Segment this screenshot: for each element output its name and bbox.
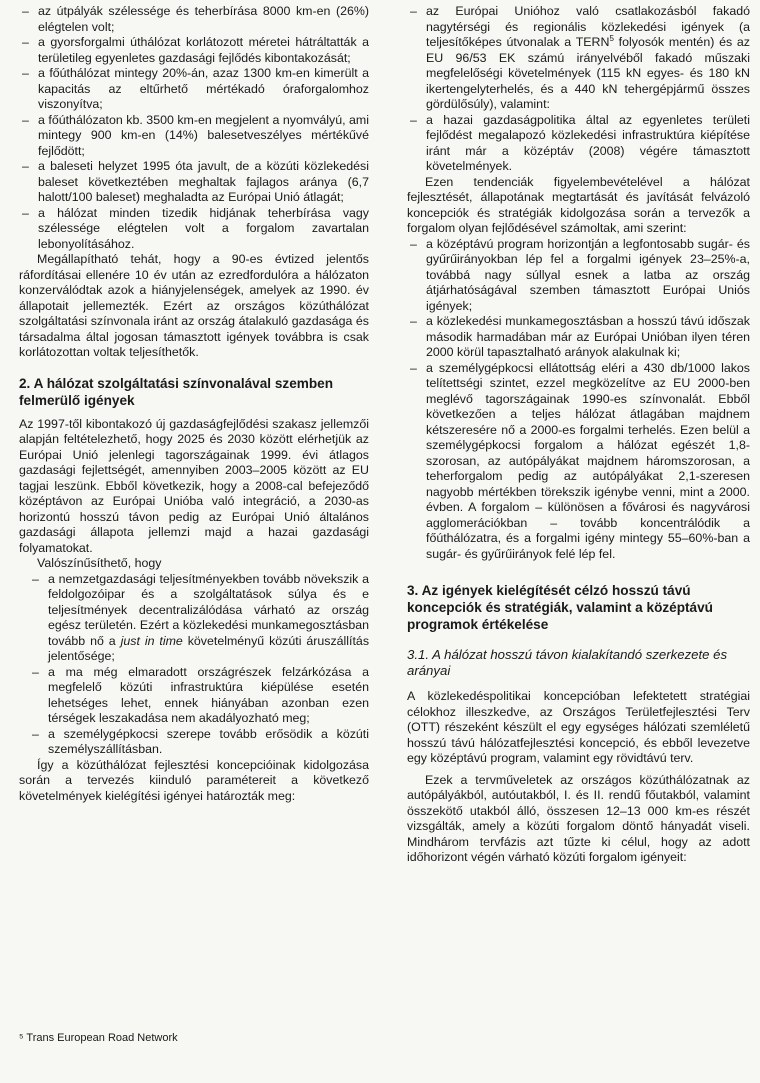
list-item: – a közlekedési munkamegosztásban a hosszú távú időszak második harmadában már az Európai Unióban ilyen téren 2000 körül tapasztalható arányok alakulnak ki; [407,314,750,361]
list-item: – a hálózat minden tizedik hidjának teherbírása vagy szélessége elégtelen volt a forgalom zavartalan lebonyolításához. [19,206,369,253]
left-bullet-list-1 [19,4,369,252]
list-item: – a középtávú program horizontján a legfontosabb sugár- és gyűrűirányokban lép fel a forgalmi igények 23–25%-a, továbbá nagy súllyal esnek a latba az ország átjárhatóságával szemben támasztott Európai Uniós igények; [407,237,750,315]
list-item: – a hazai gazdaságpolitika által az egyenletes területi fejlődést megalapozó közlekedési infrastruktúra kiépítése iránt már a középtáv (2008) végére támasztott követelmények. [407,113,750,175]
list-item: – a személygépkocsi szerepe tovább erősödik a közúti személyszállításban. [29,727,369,758]
list-item: – az útpályák szélessége és teherbírása 8000 km-en (26%) elégtelen volt; [19,4,369,35]
paragraph: Megállapítható tehát, hogy a 90-es évtized jelentős ráfordításai ellenére 10 év után az ezredfordulóra a hálózaton konzerválódtak azok a hiányjelenségek, amelyek az 1990. év állapotait jellemezték. Ezért az országos közúthálózat szolgáltatási színvonala iránt az ország átalakuló gazdasága és társadalma által jogosan támasztott igények továbbra is csak korlátozottan voltak teljesíthetők. [19,252,369,359]
paragraph: Ezen tendenciák figyelembevételével a hálózat fejlesztését, állapotának megtartását és javítását felvázoló koncepciók és stratégiák kidolgozása során a tervezők a forgalom olyan fejlődésével számoltak, ami szerint: [407,174,750,235]
footnote: ⁵ Trans European Road Network [19,1032,178,1044]
footnote-ref: 5 [609,33,614,43]
right-bullet-list-1 [407,4,750,175]
left-column [19,4,369,804]
list-item: – a nemzetgazdasági teljesítményekben tovább növekszik a feldolgozóipar és a szolgáltatások súlya és e teljesítmények decentralizálódása várható az ország egész területén. Ezért a közlekedési munkamegosztásban tovább nő a just in time követelményű közúti áruszállítás jelentősége; [29,572,369,665]
paragraph: Az 1997-től kibontakozó új gazdaságfejlődési szakasz jellemzői alapján feltételezhető, hogy 2025 és 2030 között elérhetjük az Európai Unió jelenlegi tagországainak 1999. évi átlagos gazdasági fejlettségét, amennyiben 2003–2005 között az EU tagjai leszünk. Ebből következik, hogy a 2008-cal befejeződő középtávon az Európai Unióba való integráció, a 2030-as horizontú hosszú távon pedig az Európai Unió általános gazdasági állapota jellemzi majd a hazai gazdasági folyamatokat. [19,416,369,555]
left-bullet-list-2 [19,572,369,758]
paragraph: Valószínűsíthető, hogy [37,556,162,570]
list-item: – a személygépkocsi ellátottság eléri a 430 db/1000 lakos telítettségi szintet, ezzel megközelítve az EU 2000-ben meglévő tagországainak 1990-es színvonalát. Ebből következően a teljes hálózat átlagában majdnem kétszeresére nő a 2000-es forgalmi terhelés. Ezen belül a személygépkocsi forgalom a hálózat egészét 1,8-szorosan, az autópályákat majdnem háromszorosan, a teherforgalom pedig az autópályákat 2,1-szeresen nagyobb mértékben törekszik igénybe venni, mint a 2000. évben. A forgalom – különösen a fővárosi és nagyvárosi agglomerációkban – tovább koncentrálódik a főúthálózatra, és a forgalmi igény mintegy 55–60%-ban a sugár- és gyűrűirányok felé lép fel. [407,361,750,563]
list-item: – a baleseti helyzet 1995 óta javult, de a közúti közlekedési baleset következtében meghaltak fajlagos aránya (6,7 halott/100 baleset) meghaladta az Európai Unió átlagát; [19,159,369,206]
subsection-heading-3-1: 3.1. A hálózat hosszú távon kialakítandó szerkezete és arányai [407,647,728,678]
paragraph: Így a közúthálózat fejlesztési koncepcióinak kidolgozása során a tervezés kiinduló paramétereit a következő követelmények kielégítési igényei határozták meg: [19,757,369,803]
section-heading-3: 3. Az igények kielégítését célzó hosszú távú koncepciók és stratégiák, valamint a középtávú programok értékelése [407,583,713,632]
right-column [407,4,750,866]
list-item: – a ma még elmaradott országrészek felzárkózása a megfelelő közúti infrastruktúra kiépülése esetén lehetséges lehet, ennek hiányában azonban ezen térségek leszakadása nem akadályozható meg; [29,665,369,727]
list-item: – a főúthálózat mintegy 20%-án, azaz 1300 km-en kimerült a kapacitás az eltűrhető mértékadó óraforgalomhoz viszonyítva; [19,66,369,113]
list-item: – az Európai Unióhoz való csatlakozásból fakadó nagytérségi és regionális közlekedési igények (a teljesítőképes útvonalak a TERN$^5$ folyosók mentén) és az EU 96/53 EK számú irányelvéből fakadó műszaki megfelelőségi követelmények (115 kN egyes- és 180 kN ikertengelyterhelés, és a 440 kN tehergépjármű összes gördülősúly), valamint: [407,4,750,113]
section-heading-2: 2. A hálózat szolgáltatási színvonalával szemben felmerülő igények [19,375,334,408]
list-item: – a gyorsforgalmi úthálózat korlátozott méretei hátráltatták a területileg egyenletes gazdasági fejlődés kibontakozását; [19,35,369,66]
paragraph: A közlekedéspolitikai koncepcióban lefektetett stratégiai célokhoz illeszkedve, az Országos Területfejlesztési Terv (OTT) részeként készült el egy egységes hálózati szemléletű hosszú távú hálózatfejlesztési koncepció, és ebből levezetve egy középtávú program, valamint egy rövidtávú terv. [407,689,750,765]
paragraph: Ezek a tervműveletek az országos közúthálózatnak az autópályákból, autóutakból, I. és II. rendű főutakból, valamint összekötő utakból álló, összesen 12–13 000 km-es részét vizsgálták, amely a közúti forgalom döntő hányadát viseli. Mindhárom tervfázis azt tűzte ki célul, hogy az adott időhorizont végén várható közúti forgalom igényeit: [407,772,750,864]
right-bullet-list-2 [407,237,750,563]
list-item: – a főúthálózaton kb. 3500 km-en megjelent a nyomvályú, ami mintegy 900 km-en (14%) balesetveszélyes mértékűvé fejlődött; [19,113,369,160]
